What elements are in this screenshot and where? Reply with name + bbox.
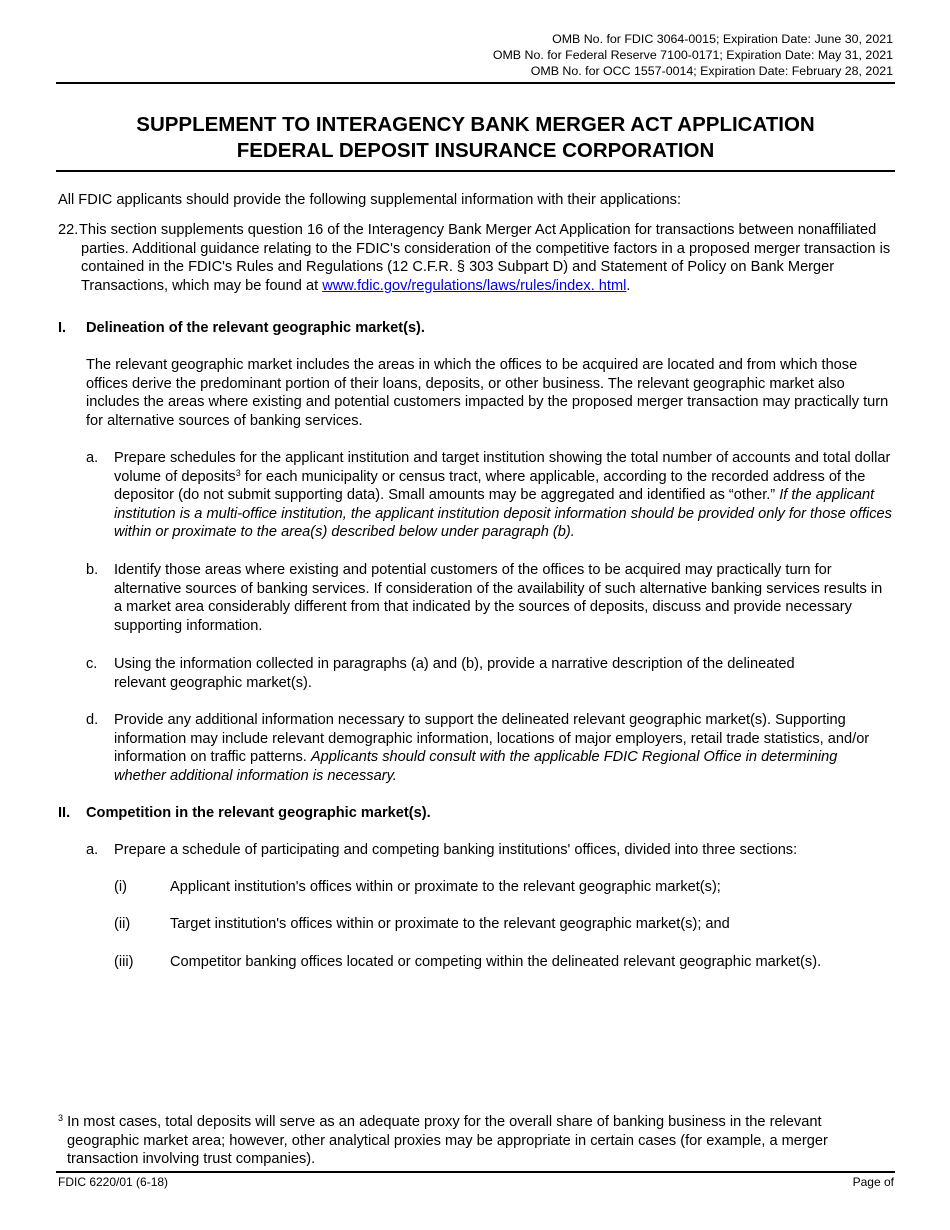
title-line-1: SUPPLEMENT TO INTERAGENCY BANK MERGER ACT APPLICATION — [136, 113, 815, 136]
item-1b-text: Identify those areas where existing and potential customers of the offices to be acquired may practically turn for alternative sources of banking services. If consideration of the availability of such alternative banking services results in a market area considerably different from that indicated by the sources of deposits, discuss and provide necessary supporting information. — [114, 562, 883, 634]
q22-text: This section supplements question 16 of the Interagency Bank Merger Act Application for transactions between nonaffiliated parties. Additional guidance relating to the FDIC's consideration of the competitive factors in a proposed merger transaction is contained in the FDIC's Rules and Regulations (12 C.F.R. § 303 Subpart D) and Statement of Policy on Bank Merger Transactions, which may be found at — [79, 222, 891, 294]
item-1a-text — [114, 449, 894, 542]
footnote-ref-3: 3 — [235, 467, 241, 478]
q22-number: 22. — [58, 222, 79, 238]
subitem-ii-label: (ii) — [114, 916, 131, 932]
section-2-numeral: II. — [58, 805, 71, 821]
section-2-heading: Competition in the relevant geographic market(s). — [86, 805, 431, 821]
omb-numbers — [493, 31, 893, 79]
form-number: FDIC 6220/01 (6-18) — [58, 1175, 169, 1189]
footnote-3 — [58, 1113, 888, 1169]
subitem-iii-text: Competitor banking offices located or competing within the delineated relevant geographic market(s). — [170, 954, 822, 970]
q22-end: . — [626, 277, 631, 294]
item-2a-text: Prepare a schedule of participating and competing banking institutions' offices, divided into three sections: — [114, 842, 798, 858]
title-rule — [56, 170, 895, 172]
title-line-2: FEDERAL DEPOSIT INSURANCE CORPORATION — [236, 139, 715, 162]
omb-line-fdic: OMB No. for FDIC 3064-0015; Expiration Date: June 30, 2021 — [552, 32, 893, 46]
item-1d-label: d. — [86, 712, 99, 728]
footer-rule — [56, 1171, 895, 1173]
subitem-i-label: (i) — [114, 879, 127, 895]
item-1a-text-part2: for each municipality or census tract, where applicable, according to the recorded address of the depositor (do not submit supporting data). Small amounts may be aggregated and identified as “other.” — [114, 468, 866, 504]
footnote-mark: 3 — [58, 1113, 64, 1123]
subitem-i-text: Applicant institution's offices within or proximate to the relevant geographic market(s); — [170, 879, 721, 895]
page-number: Page of — [852, 1175, 894, 1189]
footnote-text: In most cases, total deposits will serve as an adequate proxy for the overall share of banking business in the relevant geographic market area; however, other analytical proxies may be appropriate in certain cases (for example, a merger transaction involving trust companies). — [63, 1114, 828, 1168]
item-1a-italic: If the applicant institution is a multi-office institution, the applicant institution deposit information should be provided only for those offices within or proximate to the area(s) described below under paragraph (b). — [114, 487, 892, 541]
item-1d-text — [114, 711, 889, 785]
subitem-ii-text: Target institution's offices within or proximate to the relevant geographic market(s); and — [170, 916, 730, 932]
q22-paragraph — [81, 221, 897, 295]
section-1-heading: Delineation of the relevant geographic market(s). — [86, 320, 425, 336]
page-title — [56, 112, 895, 164]
fdic-rules-link[interactable]: www.fdic.gov/regulations/laws/rules/index. html — [322, 277, 627, 294]
item-1c-label: c. — [86, 656, 98, 672]
omb-line-occ: OMB No. for OCC 1557-0014; Expiration Date: February 28, 2021 — [530, 64, 893, 78]
item-1d-italic: Applicants should consult with the applicable FDIC Regional Office in determining whether additional information is necessary. — [114, 749, 838, 784]
section-1-numeral: I. — [58, 320, 67, 336]
item-1a-label: a. — [86, 450, 99, 466]
item-1c-text: Using the information collected in paragraphs (a) and (b), provide a narrative description of the delineated relevant geographic market(s). — [114, 656, 795, 691]
item-1b-label: b. — [86, 562, 99, 578]
section-1-paragraph: The relevant geographic market includes the areas in which the offices to be acquired are located and from which those offices derive the predominant portion of their loans, deposits, or other business. The relevant geographic market also includes the areas where existing and potential customers impacted by the proposed merger transaction may practically turn for alternative sources of banking services. — [86, 357, 889, 429]
item-1a-text-part1: Prepare schedules for the applicant institution and target institution showing the total number of accounts and total dollar volume of deposits — [114, 450, 891, 485]
omb-line-federal-reserve: OMB No. for Federal Reserve 7100-0171; Expiration Date: May 31, 2021 — [492, 48, 893, 62]
subitem-iii-label: (iii) — [114, 954, 134, 970]
header-rule — [56, 82, 895, 84]
item-2a-label: a. — [86, 842, 99, 858]
item-1d-text-plain: Provide any additional information necessary to support the delineated relevant geographic market(s). Supporting information may include relevant demographic information, locations of major employers, retail trade statistics, and/or information on traffic patterns. — [114, 712, 870, 766]
intro-text: All FDIC applicants should provide the following supplemental information with their applications: — [58, 192, 681, 208]
